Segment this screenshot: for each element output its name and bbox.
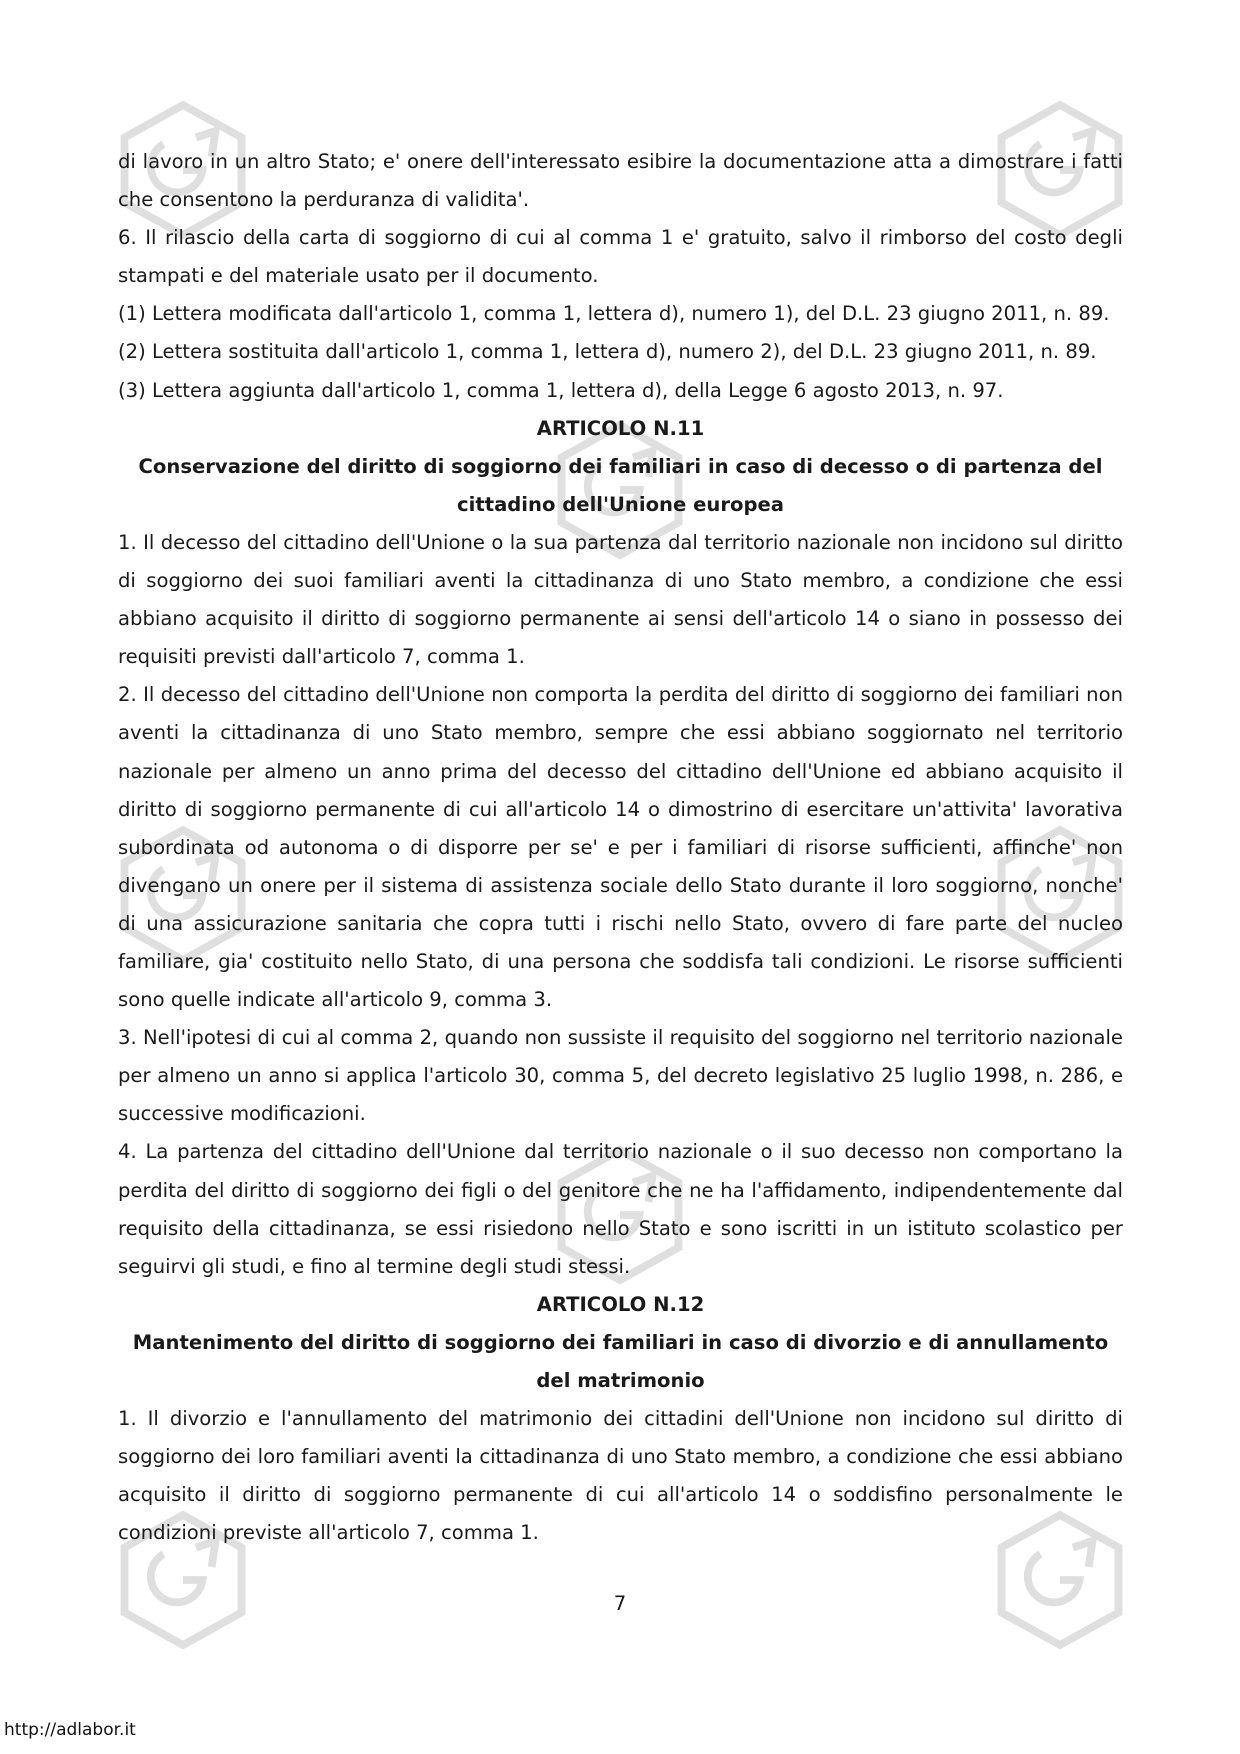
footnote-1: (1) Lettera modificata dall'articolo 1, comma 1, lettera d), numero 1), del D.L. 23 giugno 2011, n. 89.	[118, 302, 1110, 326]
article-11-title: Conservazione del diritto di soggiorno dei familiari in caso di decesso o di partenza del cittadino dell'Unione europea	[138, 454, 1103, 516]
article-11-heading: ARTICOLO N.11	[536, 416, 705, 440]
footnote-2: (2) Lettera sostituita dall'articolo 1, comma 1, lettera d), numero 2), del D.L. 23 giugno 2011, n. 89.	[118, 340, 1097, 364]
article-11-comma-2: 2. Il decesso del cittadino dell'Unione non comporta la perdita del diritto di soggiorno dei familiari non aventi la cittadinanza di uno Stato membro, sempre che essi abbiano soggiornato nel territorio nazionale per almeno un anno prima del decesso del cittadino dell'Unione ed abbiano acquisito il diritto di soggiorno permanente di cui all'articolo 14 o dimostrino di esercitare un'attivita' lavorativa subordinata od autonoma o di disporre per se' e per i familiari di risorse sufficienti, affinche' non divengano un onere per il sistema di assistenza sociale dello Stato durante il loro soggiorno, nonche' di una assicurazione sanitaria che copra tutti i rischi nello Stato, ovvero di fare parte del nucleo familiare, gia' costituito nello Stato, di una persona che soddisfa tali condizioni. Le risorse sufficienti sono quelle indicate all'articolo 9, comma 3.	[118, 683, 1123, 1012]
footnote-3: (3) Lettera aggiunta dall'articolo 1, comma 1, lettera d), della Legge 6 agosto 2013, n. 97.	[118, 378, 1004, 402]
footer-url[interactable]: http://adlabor.it	[4, 1720, 136, 1740]
article-12-title: Mantenimento del diritto di soggiorno dei familiari in caso di divorzio e di annullamento del matrimonio	[132, 1330, 1109, 1392]
document-body	[118, 143, 1123, 1552]
page-number: 7	[613, 1592, 627, 1615]
article-11-comma-3: 3. Nell'ipotesi di cui al comma 2, quando non sussiste il requisito del soggiorno nel territorio nazionale per almeno un anno si applica l'articolo 30, comma 5, del decreto legislativo 25 luglio 1998, n. 286, e successive modificazioni.	[118, 1026, 1123, 1126]
article-12-heading: ARTICOLO N.12	[536, 1292, 705, 1316]
article-11-comma-1: 1. Il decesso del cittadino dell'Unione o la sua partenza dal territorio nazionale non incidono sul diritto di soggiorno dei suoi familiari aventi la cittadinanza di uno Stato membro, a condizione che essi abbiano acquisito il diritto di soggiorno permanente ai sensi dell'articolo 14 o siano in possesso dei requisiti previsti dall'articolo 7, comma 1.	[118, 530, 1123, 669]
article-11-comma-4: 4. La partenza del cittadino dell'Unione dal territorio nazionale o il suo decesso non comportano la perdita del diritto di soggiorno dei figli o del genitore che ne ha l'affidamento, indipendentemente dal requisito della cittadinanza, se essi risiedono nello Stato e sono iscritti in un istituto scolastico per seguirvi gli studi, e fino al termine degli studi stessi.	[118, 1140, 1123, 1278]
article-12-comma-1: 1. Il divorzio e l'annullamento del matrimonio dei cittadini dell'Unione non incidono sul diritto di soggiorno dei loro familiari aventi la cittadinanza di uno Stato membro, a condizione che essi abbiano acquisito il diritto di soggiorno permanente di cui all'articolo 14 o soddisfino personalmente le condizioni previste all'articolo 7, comma 1.	[118, 1407, 1123, 1545]
paragraph-comma-6: 6. Il rilascio della carta di soggiorno di cui al comma 1 e' gratuito, salvo il rimborso del costo degli stampati e del materiale usato per il documento.	[118, 226, 1123, 288]
paragraph-continuation: di lavoro in un altro Stato; e' onere dell'interessato esibire la documentazione atta a dimostrare i fatti che consentono la perduranza di validita'.	[118, 150, 1123, 212]
